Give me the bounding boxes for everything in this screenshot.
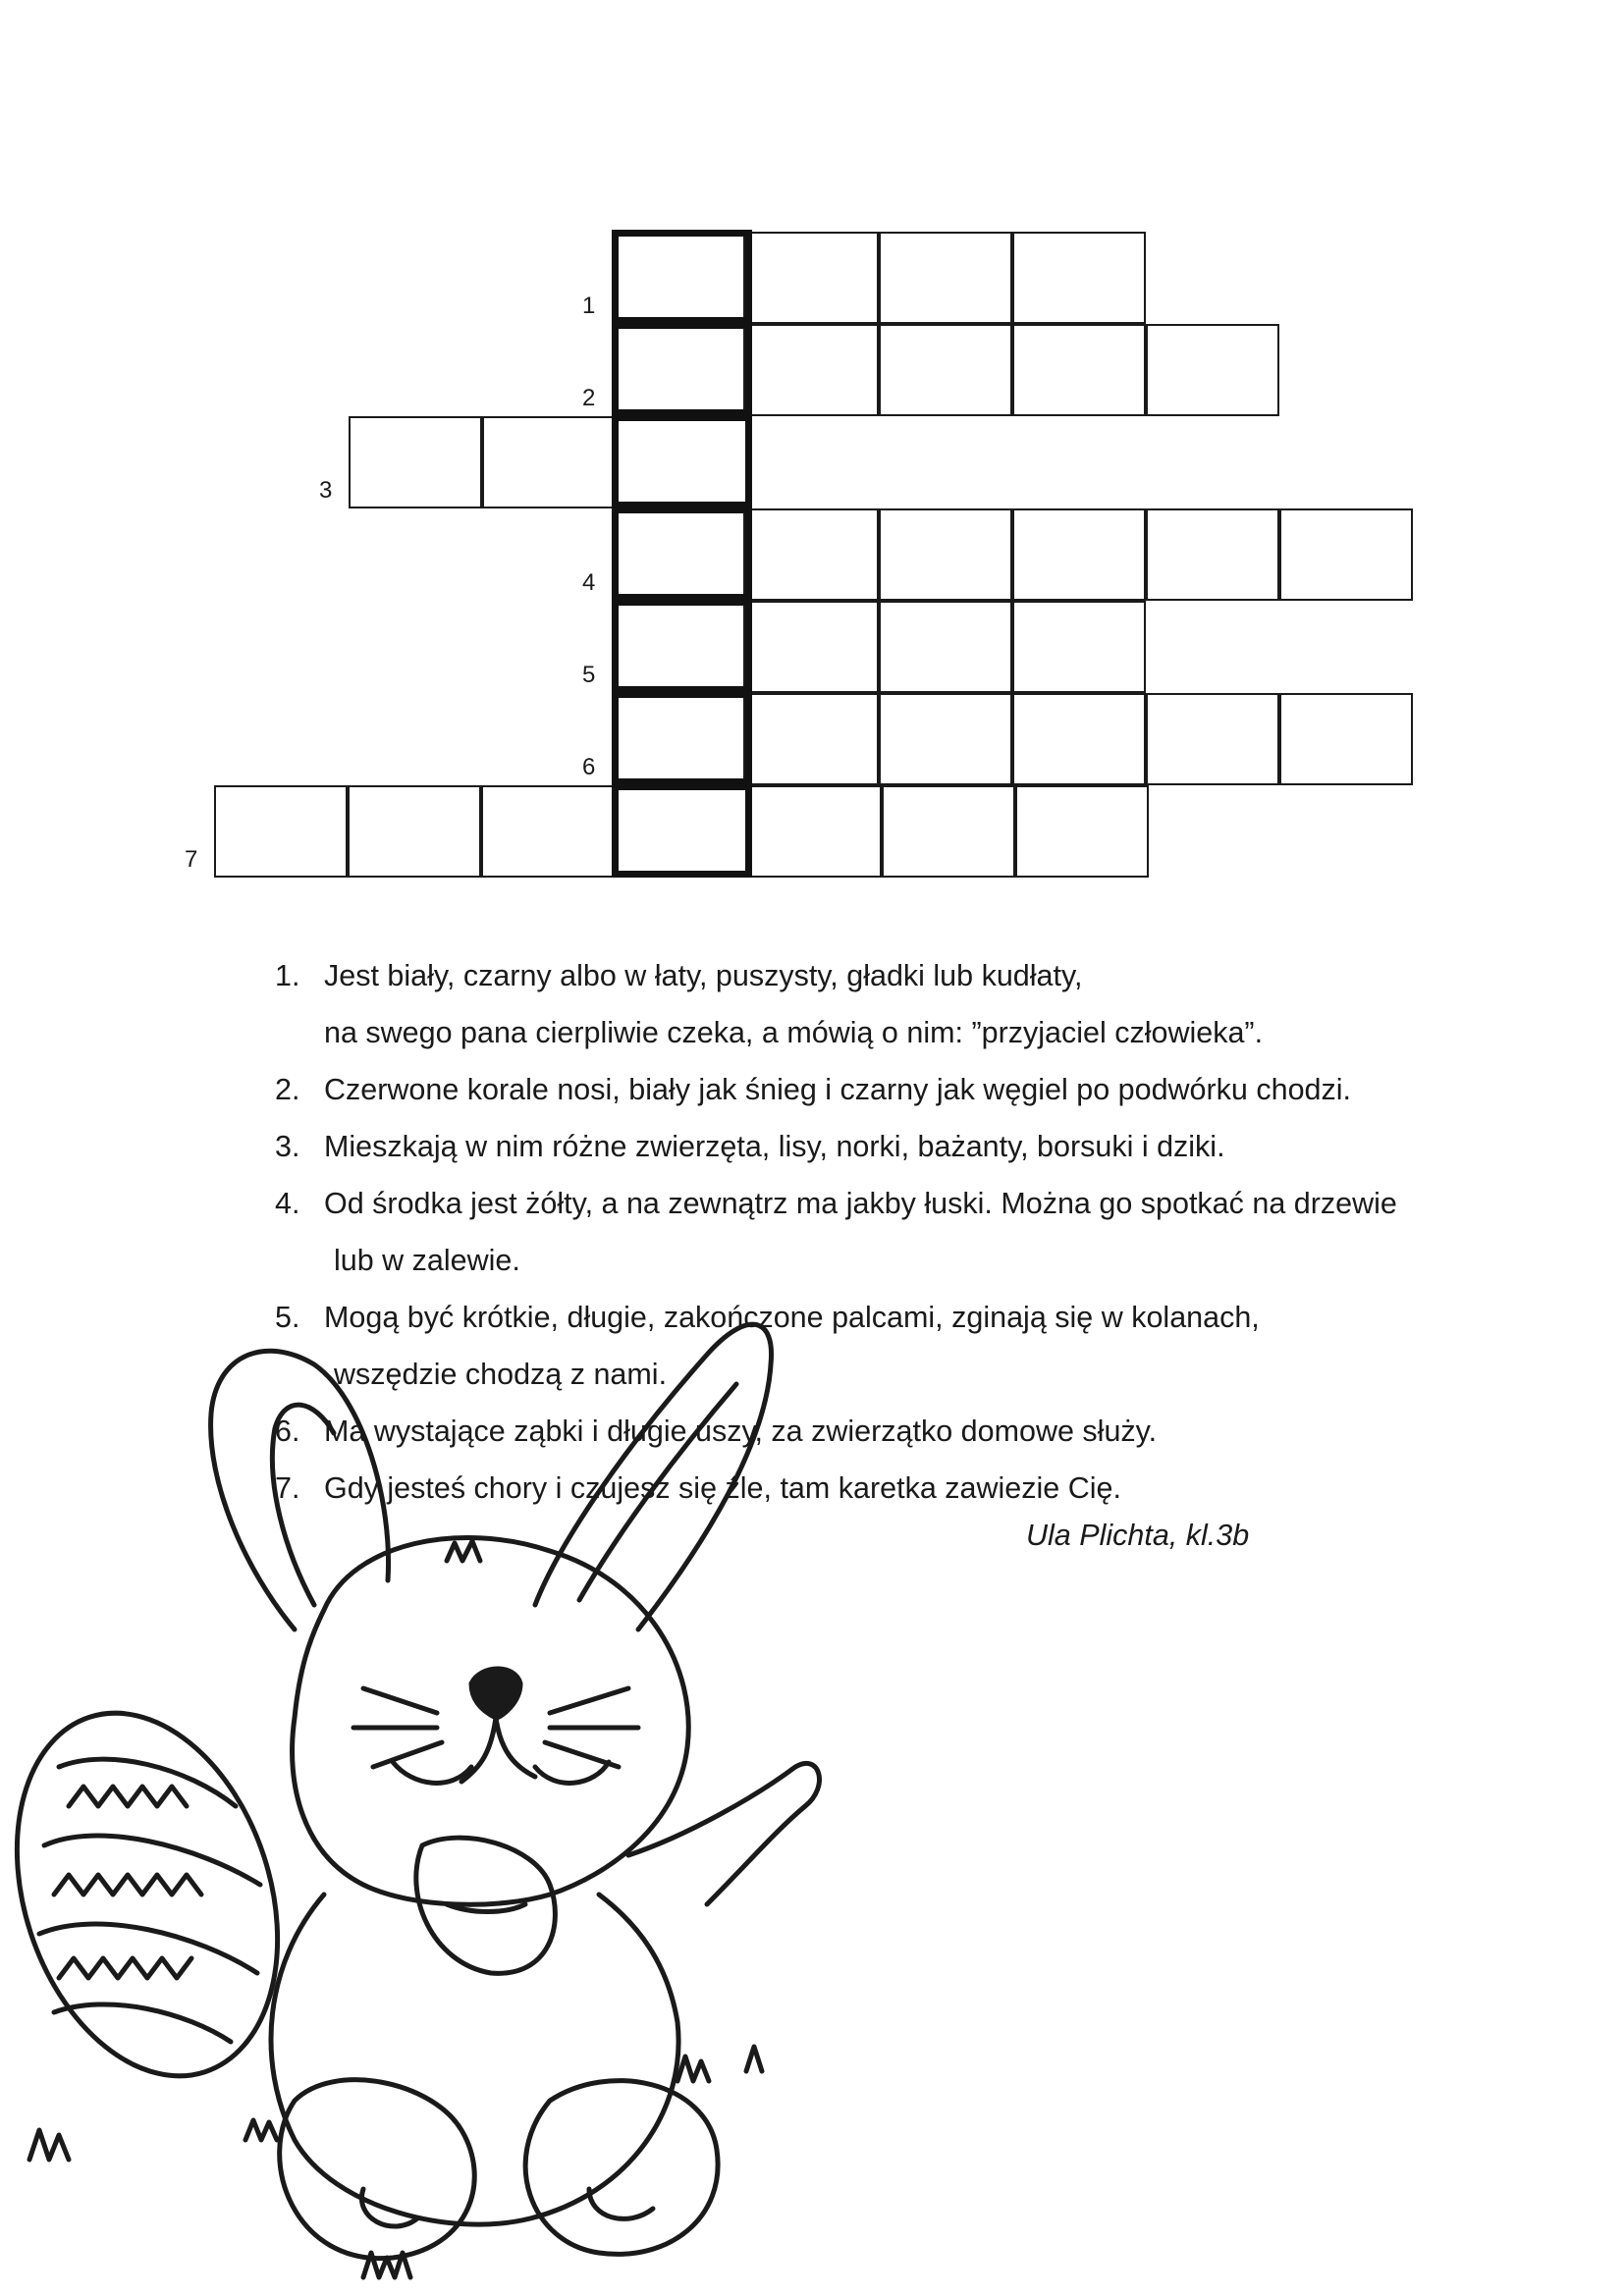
row-number-3: 3 — [319, 477, 333, 504]
crossword-cell[interactable] — [615, 785, 748, 878]
bunny-head — [293, 1538, 689, 1905]
clue-text: Ma wystające ząbki i długie uszy, za zwierzątko domowe służy. — [324, 1415, 1158, 1448]
bunny-right-ear-icon — [535, 1324, 772, 1629]
crossword-cell[interactable] — [745, 324, 879, 416]
crossword-cell[interactable] — [348, 785, 481, 878]
crossword-cell[interactable] — [745, 508, 879, 601]
clue-2 — [275, 1061, 1551, 1118]
crossword-grid — [0, 0, 1624, 903]
crossword-cell[interactable] — [745, 601, 879, 693]
clue-text: Czerwone korale nosi, biały jak śnieg i czarny jak węgiel po podwórku chodzi. — [324, 1073, 1351, 1106]
row-number-4: 4 — [582, 569, 596, 596]
crossword-cell[interactable] — [349, 416, 482, 508]
crossword-cell[interactable] — [616, 416, 749, 508]
easter-egg-icon — [0, 1680, 322, 2110]
bunny-nose-icon — [471, 1669, 520, 1718]
crossword-cell[interactable] — [1012, 601, 1146, 693]
clue-number: 1. — [275, 959, 300, 992]
crossword-cell[interactable] — [482, 416, 616, 508]
row-number-7: 7 — [185, 846, 198, 873]
author-signature: Ula Plichta, kl.3b — [1026, 1519, 1250, 1552]
crossword-cell[interactable] — [882, 785, 1015, 878]
crossword-cell[interactable] — [1146, 508, 1279, 601]
crossword-cell[interactable] — [879, 601, 1012, 693]
crossword-cell[interactable] — [879, 693, 1012, 785]
crossword-cell[interactable] — [879, 508, 1012, 601]
clue-1 — [275, 947, 1551, 1061]
crossword-cell[interactable] — [612, 693, 745, 785]
crossword-cell[interactable] — [612, 508, 745, 601]
crossword-cell[interactable] — [1012, 232, 1146, 324]
row-number-1: 1 — [582, 293, 596, 319]
crossword-cell[interactable] — [879, 232, 1012, 324]
crossword-cell[interactable] — [1012, 508, 1146, 601]
clue-text: Gdy jesteś chory i czujesz się źle, tam karetka zawiezie Cię. — [324, 1471, 1121, 1505]
crossword-cell[interactable] — [745, 693, 879, 785]
crossword-cell[interactable] — [214, 785, 348, 878]
crossword-cell[interactable] — [481, 785, 615, 878]
crossword-cell[interactable] — [748, 785, 882, 878]
crossword-cell[interactable] — [879, 324, 1012, 416]
clue-text: Od środka jest żółty, a na zewnątrz ma jakby łuski. Można go spotkać na drzewie — [324, 1187, 1397, 1220]
row-number-5: 5 — [582, 662, 596, 688]
clue-continuation: wszędzie chodzą z nami. — [334, 1358, 668, 1391]
crossword-cell[interactable] — [745, 232, 879, 324]
clue-text: Mogą być krótkie, długie, zakończone palcami, zginają się w kolanach, — [324, 1301, 1260, 1334]
bunny-left-foot — [280, 2080, 475, 2259]
clue-3 — [275, 1118, 1551, 1175]
crossword-cell[interactable] — [1279, 693, 1413, 785]
easter-bunny-illustration — [0, 1217, 864, 2296]
crossword-cell[interactable] — [1012, 693, 1146, 785]
crossword-cell[interactable] — [1146, 324, 1279, 416]
crossword-cell[interactable] — [1279, 508, 1413, 601]
clue-number: 2. — [275, 1073, 300, 1106]
crossword-cell[interactable] — [612, 324, 745, 416]
clue-number: 4. — [275, 1187, 300, 1220]
clue-text: Mieszkają w nim różne zwierzęta, lisy, norki, bażanty, borsuki i dziki. — [324, 1130, 1225, 1163]
clue-text: Jest biały, czarny albo w łaty, puszysty, gładki lub kudłaty, — [324, 959, 1083, 992]
crossword-cell[interactable] — [612, 232, 745, 324]
clue-number: 6. — [275, 1415, 300, 1448]
bunny-left-ear-icon — [211, 1351, 389, 1629]
crossword-cell[interactable] — [1015, 785, 1149, 878]
row-number-6: 6 — [582, 754, 596, 780]
clue-continuation: na swego pana cierpliwie czeka, a mówią o nim: ”przyjaciel człowieka”. — [324, 1016, 1264, 1049]
clue-number: 5. — [275, 1301, 300, 1334]
crossword-cell[interactable] — [612, 601, 745, 693]
clue-number: 7. — [275, 1471, 300, 1505]
clue-number: 3. — [275, 1130, 300, 1163]
crossword-cell[interactable] — [1146, 693, 1279, 785]
row-number-2: 2 — [582, 385, 596, 411]
clue-continuation: lub w zalewie. — [334, 1244, 520, 1277]
crossword-cell[interactable] — [1012, 324, 1146, 416]
